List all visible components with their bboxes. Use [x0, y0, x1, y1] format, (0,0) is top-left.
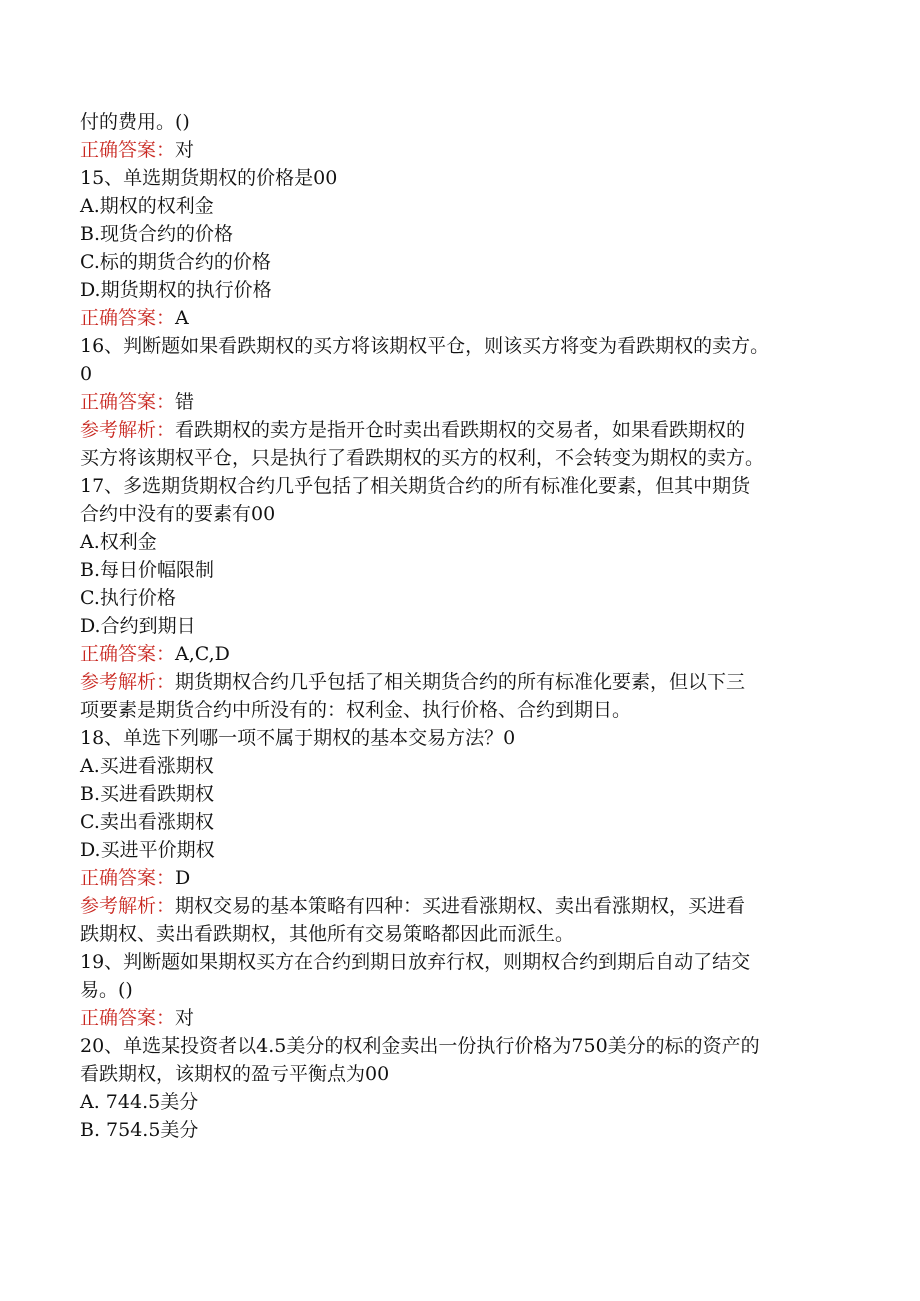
- analysis-text: 看跌期权的卖方是指开仓时卖出看跌期权的交易者，如果看跌期权的: [175, 419, 746, 441]
- answer-label: 正确答案：: [80, 307, 176, 329]
- text-line: 买方将该期权平仓，只是执行了看跌期权的买方的权利，不会转变为期权的卖方。: [80, 447, 765, 469]
- answer-label: 正确答案：: [80, 139, 176, 161]
- option-line: D.期货期权的执行价格: [80, 279, 272, 301]
- answer-value: 对: [175, 139, 195, 161]
- option-line: A.买进看涨期权: [80, 755, 214, 777]
- document-page: [80, 108, 840, 1144]
- text-line: 合约中没有的要素有00: [80, 503, 276, 525]
- answer-line: [80, 136, 840, 164]
- text-line: 看跌期权，该期权的盈亏平衡点为00: [80, 1063, 390, 1085]
- question-line: 18、单选下列哪一项不属于期权的基本交易方法？0: [80, 727, 516, 749]
- analysis-label: 参考解析：: [80, 895, 176, 917]
- analysis-line: [80, 416, 840, 444]
- text-line: 0: [80, 363, 93, 385]
- option-line: A.期权的权利金: [80, 195, 214, 217]
- answer-value: A: [175, 307, 189, 329]
- text-line: 跌期权、卖出看跌期权，其他所有交易策略都因此而派生。: [80, 923, 575, 945]
- question-line: 16、判断题如果看跌期权的买方将该期权平仓，则该买方将变为看跌期权的卖方。: [80, 335, 770, 357]
- answer-label: 正确答案：: [80, 1007, 176, 1029]
- analysis-line: [80, 892, 840, 920]
- answer-line: [80, 1004, 840, 1032]
- answer-line: [80, 864, 840, 892]
- analysis-line: [80, 668, 840, 696]
- question-line: 15、单选期货期权的价格是00: [80, 167, 338, 189]
- option-line: A. 744.5美分: [80, 1091, 199, 1113]
- option-line: D.买进平价期权: [80, 839, 215, 861]
- option-line: C.执行价格: [80, 587, 176, 609]
- answer-label: 正确答案：: [80, 643, 176, 665]
- analysis-label: 参考解析：: [80, 671, 176, 693]
- text-line: 付的费用。(): [80, 111, 190, 133]
- answer-value: A,C,D: [175, 643, 230, 665]
- question-line: 20、单选某投资者以4.5美分的权利金卖出一份执行价格为750美分的标的资产的: [80, 1035, 760, 1057]
- option-line: D.合约到期日: [80, 615, 196, 637]
- question-line: 17、多选期货期权合约几乎包括了相关期货合约的所有标准化要素，但其中期货: [80, 475, 751, 497]
- answer-label: 正确答案：: [80, 867, 176, 889]
- question-line: 19、判断题如果期权买方在合约到期日放弃行权，则期权合约到期后自动了结交: [80, 951, 751, 973]
- answer-line: [80, 304, 840, 332]
- answer-label: 正确答案：: [80, 391, 176, 413]
- option-line: B.买进看跌期权: [80, 783, 215, 805]
- answer-value: 错: [175, 391, 195, 413]
- answer-value: 对: [175, 1007, 195, 1029]
- text-line: 易。(): [80, 979, 133, 1001]
- analysis-text: 期货期权合约几乎包括了相关期货合约的所有标准化要素，但以下三: [175, 671, 746, 693]
- answer-value: D: [175, 867, 191, 889]
- answer-line: [80, 640, 840, 668]
- analysis-text: 期权交易的基本策略有四种：买进看涨期权、卖出看涨期权，买进看: [175, 895, 746, 917]
- text-line: 项要素是期货合约中所没有的：权利金、执行价格、合约到期日。: [80, 699, 632, 721]
- answer-line: [80, 388, 840, 416]
- option-line: B. 754.5美分: [80, 1119, 199, 1141]
- analysis-label: 参考解析：: [80, 419, 176, 441]
- option-line: B.每日价幅限制: [80, 559, 215, 581]
- option-line: A.权利金: [80, 531, 157, 553]
- option-line: C.标的期货合约的价格: [80, 251, 271, 273]
- option-line: B.现货合约的价格: [80, 223, 234, 245]
- option-line: C.卖出看涨期权: [80, 811, 214, 833]
